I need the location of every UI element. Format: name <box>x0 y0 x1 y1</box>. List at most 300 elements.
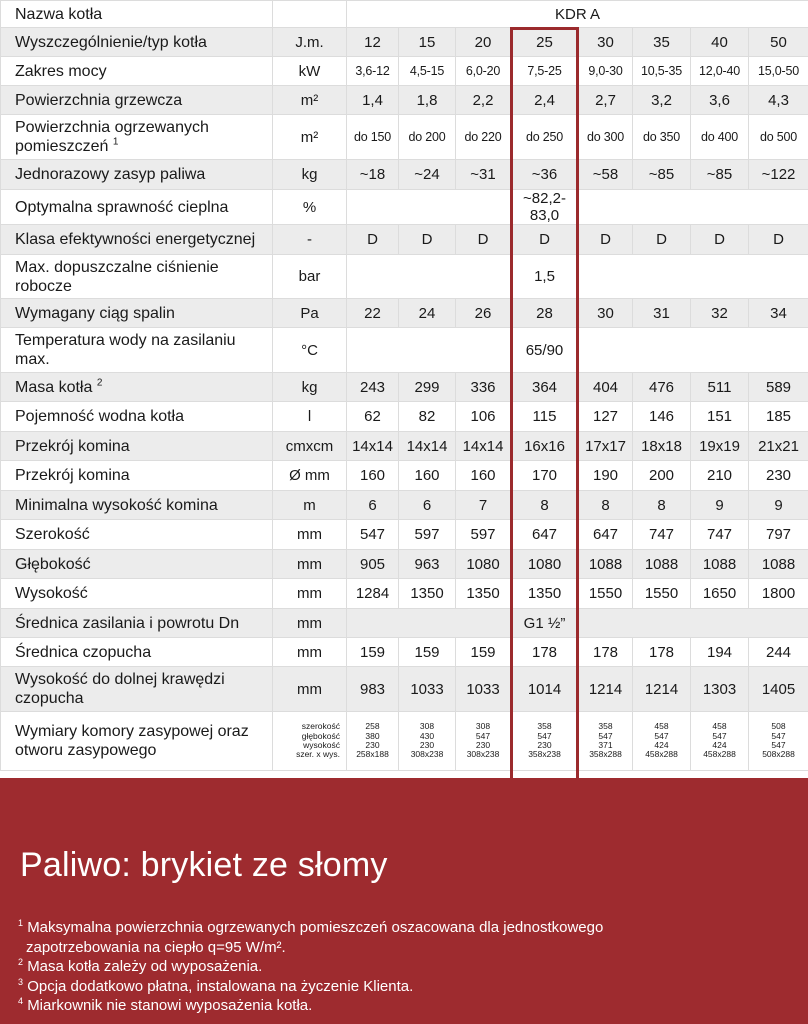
value-cell: 151 <box>691 402 749 432</box>
value-cell: 9,0-30 <box>579 57 633 86</box>
chamber-sublabel: szerokość <box>301 721 340 732</box>
value-cell: 160 <box>456 461 511 491</box>
empty-cell <box>579 255 808 299</box>
unit-cell: mm <box>273 609 347 638</box>
model-cell: 12 <box>347 28 399 57</box>
row-label-text: Minimalna wysokość komina <box>15 496 218 514</box>
table-row <box>1 255 808 299</box>
chamber-value: 358 <box>537 721 552 732</box>
value-cell: 336 <box>456 373 511 402</box>
table-row <box>1 550 808 579</box>
value-cell: 1088 <box>749 550 808 579</box>
footnote <box>18 977 788 997</box>
row-label <box>1 667 273 712</box>
footer-panel <box>0 778 808 1024</box>
value-cell: 597 <box>399 520 456 550</box>
value-cell: 159 <box>347 638 399 667</box>
row-label-text: Głębokość <box>15 555 91 573</box>
merged-value: 1,5 <box>511 255 579 299</box>
chamber-value: 258 <box>365 721 380 732</box>
value-cell: 8 <box>633 491 691 520</box>
value-cell: 82 <box>399 402 456 432</box>
value-cell: do 500 <box>749 115 808 160</box>
row-label: Wyszczególnienie/typ kotła <box>1 28 273 57</box>
value-cell: do 300 <box>579 115 633 160</box>
value-cell: D <box>749 225 808 255</box>
chamber-value: 230 <box>365 740 380 750</box>
value-cell: ~122 <box>749 160 808 190</box>
chamber-sublabels <box>273 712 347 771</box>
table-row <box>1 461 808 491</box>
empty-cell <box>347 328 511 373</box>
footnote-text: Maksymalna powierzchnia ogrzewanych pomieszczeń oszacowana dla jednostkowego <box>27 919 604 936</box>
chamber-value: 547 <box>598 730 613 741</box>
value-cell: 190 <box>579 461 633 491</box>
value-cell: do 150 <box>347 115 399 160</box>
unit-cell: mm <box>273 579 347 609</box>
table-row <box>1 667 808 712</box>
chamber-value: 458 <box>712 721 727 732</box>
value-cell: 1080 <box>511 550 579 579</box>
chamber-value: 508x288 <box>762 749 795 760</box>
chamber-value: 380 <box>365 730 380 741</box>
value-cell: 106 <box>456 402 511 432</box>
chamber-value: 230 <box>475 740 491 750</box>
row-label <box>1 328 273 373</box>
unit-cell: m² <box>273 115 347 160</box>
empty-cell <box>579 609 808 638</box>
footnote-text: Opcja dodatkowo płatna, instalowana na życzenie Klienta. <box>27 977 414 995</box>
value-cell: 10,5-35 <box>633 57 691 86</box>
chamber-value-cell <box>633 712 691 771</box>
table-row <box>1 115 808 160</box>
value-cell: 2,4 <box>511 86 579 115</box>
fuel-heading: Paliwo: brykiet ze słomy <box>20 846 388 884</box>
value-cell: 647 <box>511 520 579 550</box>
table-row <box>1 1 808 28</box>
value-cell: 1033 <box>456 667 511 712</box>
value-cell: 159 <box>399 638 456 667</box>
chamber-value: 230 <box>419 740 435 750</box>
footnote <box>18 918 788 938</box>
row-label-text: Temperatura wody na zasilaniu max. <box>15 332 236 368</box>
value-cell: 404 <box>579 373 633 402</box>
row-label <box>1 461 273 491</box>
table-row <box>1 373 808 402</box>
unit-cell: m² <box>273 86 347 115</box>
row-label <box>1 638 273 667</box>
value-cell: 115 <box>511 402 579 432</box>
table-row <box>1 86 808 115</box>
value-cell: 647 <box>579 520 633 550</box>
row-label-text: Wysokość <box>15 585 88 602</box>
value-cell: 299 <box>399 373 456 402</box>
chamber-value: 308 <box>419 721 435 732</box>
value-cell: 4,3 <box>749 86 808 115</box>
footnote-text: Miarkownik nie stanowi wyposażenia kotła. <box>27 997 313 1014</box>
chamber-value: 547 <box>654 730 669 741</box>
value-cell: 9 <box>749 491 808 520</box>
value-cell: 24 <box>399 299 456 328</box>
value-cell: 31 <box>633 299 691 328</box>
model-cell: 35 <box>633 28 691 57</box>
value-cell: 1088 <box>633 550 691 579</box>
unit-cell: J.m. <box>273 28 347 57</box>
chamber-value: 258x188 <box>356 749 389 760</box>
value-cell: do 200 <box>399 115 456 160</box>
chamber-value-cell <box>511 712 579 771</box>
value-cell: 21x21 <box>749 432 808 461</box>
chamber-value: 358x238 <box>528 749 561 760</box>
value-cell: 15,0-50 <box>749 57 808 86</box>
value-cell: 127 <box>579 402 633 432</box>
unit-cell: mm <box>273 520 347 550</box>
footnote-continuation: zapotrzebowania na ciepło q=95 W/m². <box>26 938 286 956</box>
chamber-value: 508 <box>771 721 786 732</box>
row-label-text: Przekrój komina <box>15 437 130 455</box>
footnote <box>18 957 788 977</box>
chamber-value: 358 <box>598 721 613 732</box>
model-cell: 50 <box>749 28 808 57</box>
value-cell: 1405 <box>749 667 808 712</box>
row-label <box>1 255 273 299</box>
row-label: Nazwa kotła <box>1 1 273 28</box>
value-cell: D <box>511 225 579 255</box>
value-cell: ~24 <box>399 160 456 190</box>
footnote-number: 2 <box>18 957 24 967</box>
value-cell: 17x17 <box>579 432 633 461</box>
value-cell: 6 <box>347 491 399 520</box>
value-cell: 1350 <box>456 579 511 609</box>
table-row <box>1 520 808 550</box>
value-cell: 1080 <box>456 550 511 579</box>
row-label-text: Masa kotła <box>15 378 93 396</box>
value-cell: 1214 <box>579 667 633 712</box>
empty-cell <box>273 1 347 28</box>
value-cell: ~85 <box>691 160 749 190</box>
footnotes <box>18 918 788 1016</box>
table-row <box>1 609 808 638</box>
value-cell: 1550 <box>633 579 691 609</box>
value-cell: ~58 <box>579 160 633 190</box>
chamber-value-cell <box>691 712 749 771</box>
chamber-value: 358x288 <box>589 749 622 760</box>
value-cell: 547 <box>347 520 399 550</box>
unit-cell: Pa <box>273 299 347 328</box>
value-cell: 28 <box>511 299 579 328</box>
row-label-text: Wymagany ciąg spalin <box>15 304 175 322</box>
value-cell: D <box>399 225 456 255</box>
value-cell: 3,6 <box>691 86 749 115</box>
row-label-text: Szerokość <box>15 526 90 543</box>
chamber-value-cell <box>579 712 633 771</box>
value-cell: do 220 <box>456 115 511 160</box>
chamber-value: 424 <box>712 740 727 750</box>
chamber-value: 230 <box>537 740 552 750</box>
row-label-text: Optymalna sprawność cieplna <box>15 198 229 216</box>
table-row <box>1 402 808 432</box>
value-cell: 4,5-15 <box>399 57 456 86</box>
unit-cell: l <box>273 402 347 432</box>
row-label <box>1 190 273 225</box>
value-cell: 3,2 <box>633 86 691 115</box>
value-cell: D <box>691 225 749 255</box>
chamber-value-cell <box>749 712 808 771</box>
chamber-value: 458x288 <box>703 749 736 760</box>
chamber-value: 430 <box>419 730 435 741</box>
empty-cell <box>347 255 511 299</box>
value-cell: 983 <box>347 667 399 712</box>
value-cell: 12,0-40 <box>691 57 749 86</box>
footnote-ref: 1 <box>112 136 119 148</box>
chamber-value: 547 <box>771 740 786 750</box>
row-label <box>1 299 273 328</box>
value-cell: 476 <box>633 373 691 402</box>
value-cell: 62 <box>347 402 399 432</box>
unit-cell: m <box>273 491 347 520</box>
value-cell: 1,8 <box>399 86 456 115</box>
empty-cell <box>579 328 808 373</box>
chamber-value: 547 <box>475 730 491 741</box>
row-label-text: Powierzchnia ogrzewanych pomieszczeń <box>15 119 209 155</box>
row-label: Wymiary komory zasypowej oraz otworu zasypowego <box>1 712 273 771</box>
row-label <box>1 160 273 190</box>
footnote-number: 1 <box>18 918 24 928</box>
row-label <box>1 520 273 550</box>
value-cell: 589 <box>749 373 808 402</box>
chamber-value-cell <box>399 712 456 771</box>
value-cell: 243 <box>347 373 399 402</box>
table-row <box>1 190 808 225</box>
table-row <box>1 328 808 373</box>
value-cell: 200 <box>633 461 691 491</box>
footnote-number: 4 <box>18 996 24 1006</box>
value-cell: 146 <box>633 402 691 432</box>
value-cell: ~85 <box>633 160 691 190</box>
empty-cell <box>347 609 511 638</box>
value-cell: 1214 <box>633 667 691 712</box>
row-label-text: Średnica czopucha <box>15 643 152 661</box>
value-cell: 6,0-20 <box>456 57 511 86</box>
value-cell: 1088 <box>691 550 749 579</box>
model-cell: 25 <box>511 28 579 57</box>
value-cell: 22 <box>347 299 399 328</box>
table-row <box>1 225 808 255</box>
row-label <box>1 609 273 638</box>
chamber-value: 308x238 <box>410 749 444 760</box>
value-cell: 1800 <box>749 579 808 609</box>
footnote <box>18 996 788 1016</box>
footnote-number: 3 <box>18 976 24 987</box>
row-label-text: Zakres mocy <box>15 62 107 80</box>
chamber-value-cell <box>456 712 511 771</box>
table-row <box>1 491 808 520</box>
empty-cell <box>579 190 808 225</box>
value-cell: 14x14 <box>399 432 456 461</box>
chamber-value: 458 <box>654 721 669 732</box>
value-cell: 9 <box>691 491 749 520</box>
value-cell: 1350 <box>399 579 456 609</box>
row-label <box>1 86 273 115</box>
value-cell: 1650 <box>691 579 749 609</box>
value-cell: do 250 <box>511 115 579 160</box>
value-cell: 2,2 <box>456 86 511 115</box>
merged-value: G1 ½” <box>511 609 579 638</box>
unit-cell: cmxcm <box>273 432 347 461</box>
value-cell: 1088 <box>579 550 633 579</box>
unit-cell: Ø mm <box>273 461 347 491</box>
unit-cell: bar <box>273 255 347 299</box>
merged-value: 65/90 <box>511 328 579 373</box>
value-cell: D <box>347 225 399 255</box>
unit-cell: mm <box>273 667 347 712</box>
value-cell: 364 <box>511 373 579 402</box>
value-cell: 159 <box>456 638 511 667</box>
unit-cell: kg <box>273 160 347 190</box>
boiler-name: KDR A <box>347 1 808 28</box>
value-cell: ~36 <box>511 160 579 190</box>
row-label <box>1 491 273 520</box>
row-label-text: Jednorazowy zasyp paliwa <box>15 166 206 183</box>
value-cell: 178 <box>579 638 633 667</box>
value-cell: 16x16 <box>511 432 579 461</box>
footnote-ref: 2 <box>96 377 103 389</box>
value-cell: 14x14 <box>456 432 511 461</box>
value-cell: ~31 <box>456 160 511 190</box>
row-label-text: Max. dopuszczalne ciśnienie robocze <box>15 258 219 295</box>
value-cell: 1550 <box>579 579 633 609</box>
value-cell: D <box>633 225 691 255</box>
value-cell: 6 <box>399 491 456 520</box>
unit-cell: kW <box>273 57 347 86</box>
table-row <box>1 57 808 86</box>
value-cell: 1,4 <box>347 86 399 115</box>
unit-cell: kg <box>273 373 347 402</box>
chamber-value: 547 <box>712 730 727 741</box>
row-label <box>1 373 273 402</box>
model-cell: 20 <box>456 28 511 57</box>
unit-cell: mm <box>273 550 347 579</box>
table-row <box>1 299 808 328</box>
value-cell: 905 <box>347 550 399 579</box>
empty-cell <box>347 190 511 225</box>
chamber-value: 547 <box>537 730 552 741</box>
table-row <box>1 28 808 57</box>
chamber-sublabel: wysokość <box>303 740 340 750</box>
value-cell: 2,7 <box>579 86 633 115</box>
value-cell: 185 <box>749 402 808 432</box>
row-label-text: Średnica zasilania i powrotu Dn <box>15 614 240 632</box>
table-row <box>1 160 808 190</box>
value-cell: 26 <box>456 299 511 328</box>
value-cell: 1033 <box>399 667 456 712</box>
row-label <box>1 402 273 432</box>
value-cell: 178 <box>511 638 579 667</box>
chamber-value-cell <box>347 712 399 771</box>
chamber-sublabel: głębokość <box>301 730 340 741</box>
footnote-text: Masa kotła zależy od wyposażenia. <box>27 958 263 975</box>
value-cell: 34 <box>749 299 808 328</box>
value-cell: 511 <box>691 373 749 402</box>
value-cell: 797 <box>749 520 808 550</box>
value-cell: 597 <box>456 520 511 550</box>
value-cell: 14x14 <box>347 432 399 461</box>
row-label <box>1 115 273 160</box>
table-row <box>1 432 808 461</box>
value-cell: do 400 <box>691 115 749 160</box>
unit-cell: °C <box>273 328 347 373</box>
value-cell: 1350 <box>511 579 579 609</box>
value-cell: 210 <box>691 461 749 491</box>
row-label-text: Przekrój komina <box>15 467 130 484</box>
row-label-text: Pojemność wodna kotła <box>15 408 184 425</box>
value-cell: 170 <box>511 461 579 491</box>
value-cell: 1303 <box>691 667 749 712</box>
value-cell: 747 <box>691 520 749 550</box>
row-label-text: Powierzchnia grzewcza <box>15 91 183 109</box>
value-cell: 32 <box>691 299 749 328</box>
chamber-value: 547 <box>771 730 786 741</box>
value-cell: 8 <box>511 491 579 520</box>
unit-cell: mm <box>273 638 347 667</box>
value-cell: 160 <box>347 461 399 491</box>
chamber-value: 458x288 <box>645 749 678 760</box>
value-cell: 1014 <box>511 667 579 712</box>
chamber-value: 308x238 <box>466 749 500 760</box>
chamber-value: 308 <box>475 721 491 732</box>
model-cell: 40 <box>691 28 749 57</box>
row-label <box>1 57 273 86</box>
value-cell: 194 <box>691 638 749 667</box>
value-cell: 30 <box>579 299 633 328</box>
table-row <box>1 638 808 667</box>
value-cell: ~18 <box>347 160 399 190</box>
chamber-value: 424 <box>654 740 669 750</box>
row-label <box>1 550 273 579</box>
table-row <box>1 579 808 609</box>
value-cell: 7,5-25 <box>511 57 579 86</box>
value-cell: 747 <box>633 520 691 550</box>
table-row <box>1 712 808 771</box>
value-cell: D <box>579 225 633 255</box>
unit-cell: % <box>273 190 347 225</box>
value-cell: do 350 <box>633 115 691 160</box>
unit-cell: - <box>273 225 347 255</box>
value-cell: 3,6-12 <box>347 57 399 86</box>
value-cell: 230 <box>749 461 808 491</box>
value-cell: 8 <box>579 491 633 520</box>
value-cell: 160 <box>399 461 456 491</box>
row-label <box>1 579 273 609</box>
model-cell: 15 <box>399 28 456 57</box>
merged-value: ~82,2-83,0 <box>511 190 579 225</box>
model-cell: 30 <box>579 28 633 57</box>
value-cell: 7 <box>456 491 511 520</box>
chamber-sublabel: szer. x wys. <box>296 749 340 760</box>
value-cell: 178 <box>633 638 691 667</box>
value-cell: 1284 <box>347 579 399 609</box>
value-cell: 19x19 <box>691 432 749 461</box>
row-label <box>1 432 273 461</box>
value-cell: 963 <box>399 550 456 579</box>
row-label <box>1 225 273 255</box>
value-cell: 18x18 <box>633 432 691 461</box>
row-label-text: Wysokość do dolnej krawędzi czopucha <box>15 671 225 707</box>
value-cell: 244 <box>749 638 808 667</box>
chamber-value: 371 <box>598 740 613 750</box>
value-cell: D <box>456 225 511 255</box>
row-label-text: Klasa efektywności energetycznej <box>15 231 256 248</box>
